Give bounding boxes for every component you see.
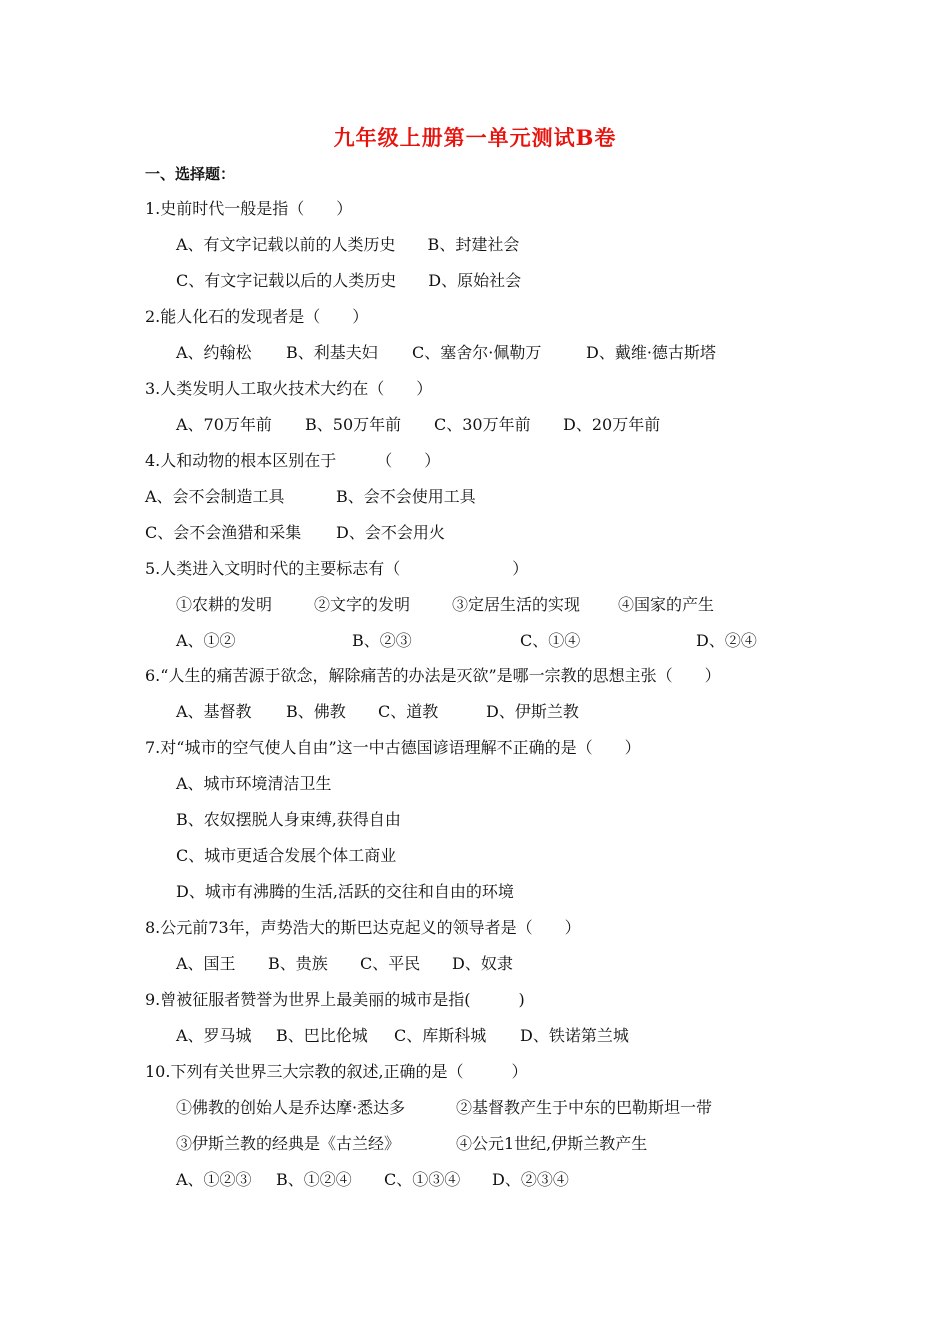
option: C、会不会渔猎和采集 bbox=[145, 523, 302, 542]
option: B、利基夫妇 bbox=[286, 343, 378, 362]
option: C、塞舍尔·佩勒万 bbox=[412, 343, 542, 362]
option: B、贵族 bbox=[268, 954, 328, 973]
option: D、②③④ bbox=[492, 1170, 569, 1189]
question-10: 10.下列有关世界三大宗教的叙述,正确的是（ ） bbox=[145, 1062, 528, 1081]
question-6: 6.“人生的痛苦源于欲念，解除痛苦的办法是灭欲”是哪一宗教的思想主张（ ） bbox=[145, 666, 721, 685]
item: ④公元1世纪,伊斯兰教产生 bbox=[456, 1134, 648, 1153]
item: ①农耕的发明 bbox=[176, 595, 273, 614]
option: C、①③④ bbox=[384, 1170, 461, 1189]
question-7: 7.对“城市的空气使人自由”这一中古德国谚语理解不正确的是（ ） bbox=[145, 738, 641, 757]
item: ②基督教产生于中东的巴勒斯坦一带 bbox=[456, 1098, 713, 1117]
item: ③定居生活的实现 bbox=[452, 595, 581, 614]
option: A、国王 bbox=[176, 954, 236, 973]
option: C、①④ bbox=[520, 631, 581, 650]
question-10-items-12 bbox=[176, 1097, 712, 1119]
option: A、会不会制造工具 bbox=[145, 487, 285, 506]
option: B、②③ bbox=[352, 631, 412, 650]
item: ①佛教的创始人是乔达摩·悉达多 bbox=[176, 1098, 406, 1117]
option: C、30万年前 bbox=[434, 415, 531, 434]
question-1-options-cd: C、有文字记载以后的人类历史 D、原始社会 bbox=[176, 271, 522, 290]
option: A、①②③ bbox=[176, 1170, 252, 1189]
option: D、20万年前 bbox=[563, 415, 661, 434]
question-1: 1.史前时代一般是指（ ） bbox=[145, 199, 353, 218]
option: B、会不会使用工具 bbox=[336, 487, 476, 506]
option: A、约翰松 bbox=[176, 343, 252, 362]
option: C、平民 bbox=[360, 954, 421, 973]
option: B、①②④ bbox=[276, 1170, 352, 1189]
option: D、伊斯兰教 bbox=[486, 702, 579, 721]
item: ④国家的产生 bbox=[618, 595, 715, 614]
option: C、道教 bbox=[378, 702, 439, 721]
question-4: 4.人和动物的根本区别在于 （ ） bbox=[145, 451, 441, 470]
question-5: 5.人类进入文明时代的主要标志有（ ） bbox=[145, 559, 529, 578]
section-heading: 一、选择题： bbox=[145, 165, 236, 183]
question-5-items bbox=[176, 594, 714, 616]
question-7-option-b: B、农奴摆脱人身束缚,获得自由 bbox=[176, 810, 401, 829]
question-4-options-cd bbox=[145, 522, 445, 544]
question-8: 8.公元前73年，声势浩大的斯巴达克起义的领导者是（ ） bbox=[145, 918, 581, 937]
page-title: 九年级上册第一单元测试B卷 bbox=[333, 125, 617, 150]
question-9-options bbox=[176, 1025, 629, 1047]
question-2: 2.能人化石的发现者是（ ） bbox=[145, 307, 369, 326]
option: B、50万年前 bbox=[305, 415, 402, 434]
question-3: 3.人类发明人工取火技术大约在（ ） bbox=[145, 379, 433, 398]
question-4-options-ab bbox=[145, 486, 476, 508]
question-7-option-d: D、城市有沸腾的生活,活跃的交往和自由的环境 bbox=[176, 882, 514, 901]
question-6-options bbox=[176, 701, 579, 723]
option: A、基督教 bbox=[176, 702, 252, 721]
option: D、铁诺第兰城 bbox=[520, 1026, 629, 1045]
question-3-options bbox=[176, 414, 660, 436]
question-9: 9.曾被征服者赞誉为世界上最美丽的城市是指( ) bbox=[145, 990, 525, 1009]
item: ②文字的发明 bbox=[314, 595, 411, 614]
option: B、佛教 bbox=[286, 702, 346, 721]
option: B、巴比伦城 bbox=[276, 1026, 368, 1045]
question-5-options bbox=[176, 630, 757, 652]
question-1-options-ab: A、有文字记载以前的人类历史 B、封建社会 bbox=[176, 235, 520, 254]
question-2-options bbox=[176, 342, 716, 364]
option: A、罗马城 bbox=[176, 1026, 252, 1045]
option: A、70万年前 bbox=[176, 415, 272, 434]
option: D、戴维·德古斯塔 bbox=[586, 343, 716, 362]
option: D、②④ bbox=[696, 631, 757, 650]
question-10-items-34 bbox=[176, 1133, 647, 1155]
option: D、奴隶 bbox=[452, 954, 513, 973]
option: D、会不会用火 bbox=[336, 523, 445, 542]
question-7-option-c: C、城市更适合发展个体工商业 bbox=[176, 846, 397, 865]
item: ③伊斯兰教的经典是《古兰经》 bbox=[176, 1134, 401, 1153]
question-7-option-a: A、城市环境清洁卫生 bbox=[176, 774, 332, 793]
option: A、①② bbox=[176, 631, 236, 650]
question-10-options bbox=[176, 1169, 569, 1191]
question-8-options bbox=[176, 953, 513, 975]
option: C、库斯科城 bbox=[394, 1026, 487, 1045]
